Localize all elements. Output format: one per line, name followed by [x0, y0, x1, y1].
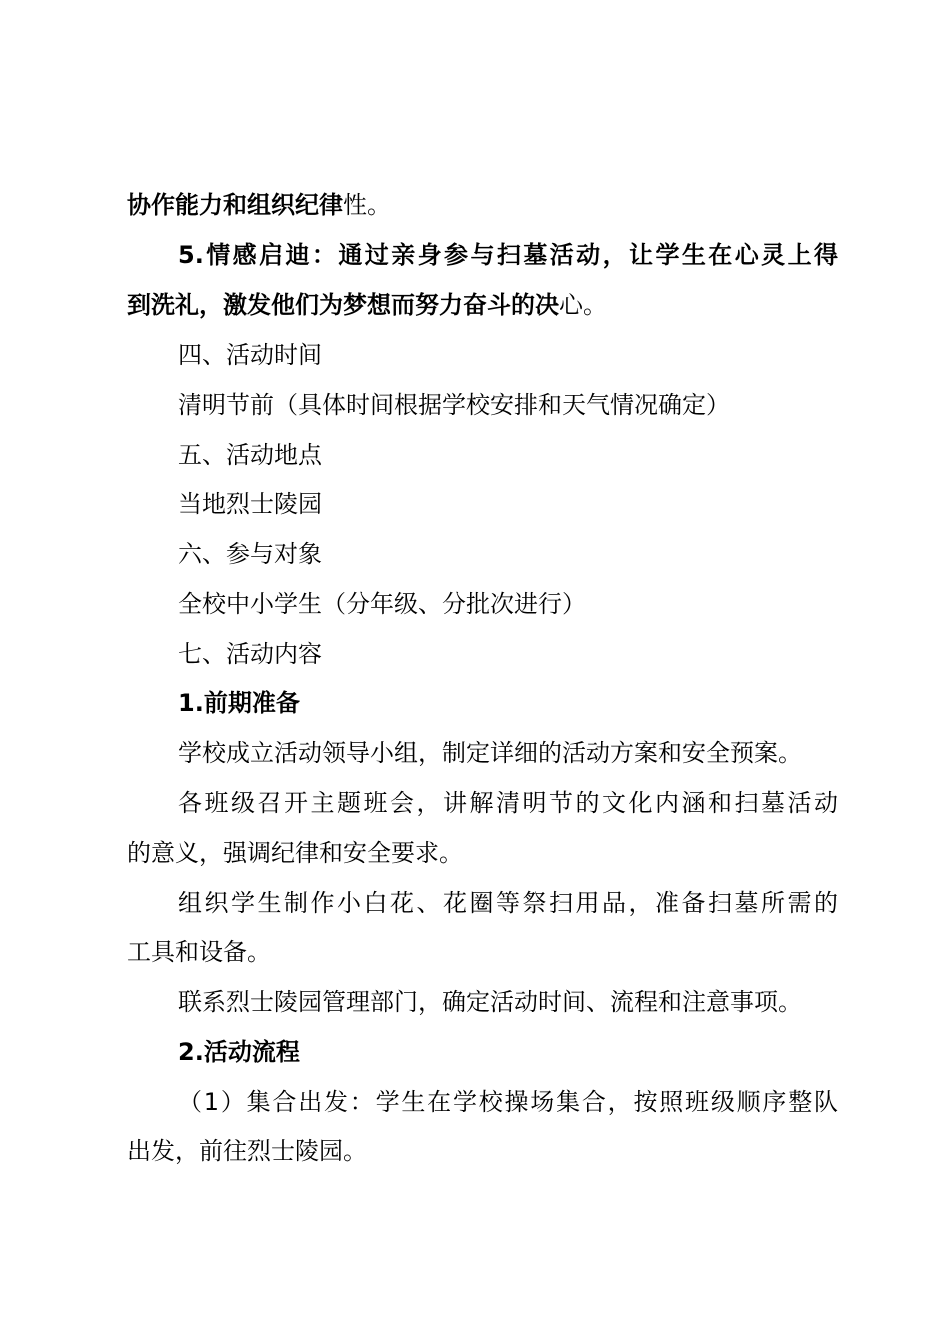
paragraph-line: 的意义，强调纪律和安全要求。	[127, 839, 463, 867]
paragraph-line: （1）集合出发：学生在学校操场集合，按照班级顺序整队	[178, 1088, 838, 1116]
paragraph-line: 组织学生制作小白花、花圈等祭扫用品，准备扫墓所需的	[178, 889, 838, 917]
normal-text: 性。	[343, 191, 391, 219]
paragraph-line: 全校中小学生（分年级、分批次进行）	[178, 590, 586, 618]
paragraph-line	[127, 290, 837, 320]
paragraph-line	[127, 190, 837, 220]
paragraph-line	[178, 240, 838, 270]
paragraph-line: 联系烈士陵园管理部门，确定活动时间、流程和注意事项。	[178, 988, 802, 1016]
paragraph-line: 工具和设备。	[127, 938, 271, 966]
paragraph-line: 出发，前往烈士陵园。	[127, 1137, 367, 1165]
subsection-heading: 2.活动流程	[178, 1038, 300, 1066]
section-heading: 五、活动地点	[178, 441, 322, 469]
paragraph-line: 各班级召开主题班会，讲解清明节的文化内涵和扫墓活动	[178, 789, 838, 817]
section-heading: 六、参与对象	[178, 540, 322, 568]
paragraph-line: 学校成立活动领导小组，制定详细的活动方案和安全预案。	[178, 739, 802, 767]
bold-text: 到洗礼，激发他们为梦想而努力奋斗的决	[127, 291, 559, 319]
bold-text: 5.情感启迪：通过亲身参与扫墓活动，让学生在心灵上得	[178, 241, 838, 269]
bold-text: 协作能力和组织纪律	[127, 191, 343, 219]
section-heading: 七、活动内容	[178, 640, 322, 668]
section-heading: 四、活动时间	[178, 341, 322, 369]
normal-text: 心。	[559, 291, 607, 319]
paragraph-line: 当地烈士陵园	[178, 490, 322, 518]
subsection-heading: 1.前期准备	[178, 689, 300, 717]
paragraph-line: 清明节前（具体时间根据学校安排和天气情况确定）	[178, 391, 730, 419]
